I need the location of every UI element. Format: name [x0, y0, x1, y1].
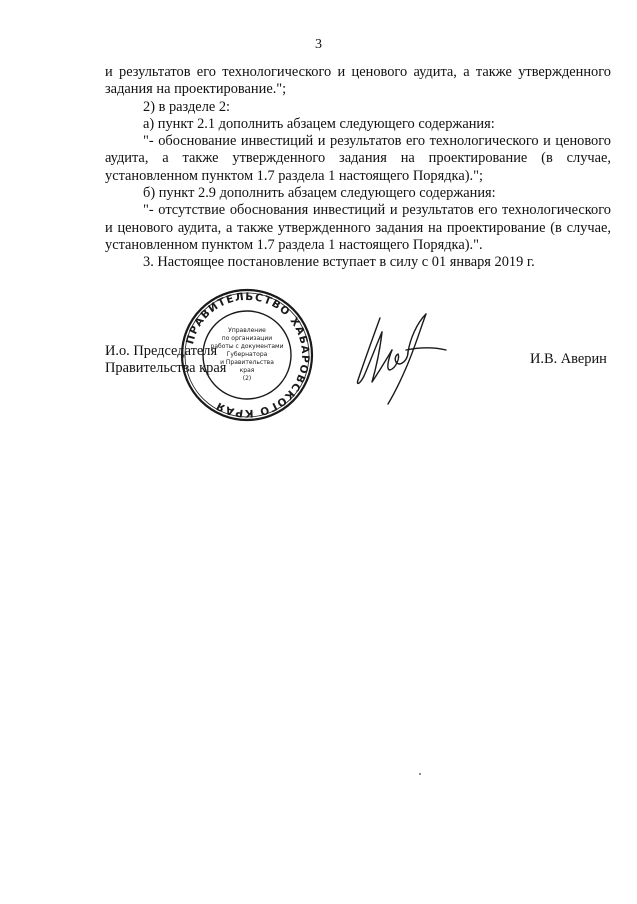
handwritten-signature-icon — [350, 310, 460, 410]
seal-center-line: по организации — [221, 335, 273, 342]
paragraph: "- отсутствие обоснования инвестиций и результатов его технологического и ценового аудита, а также утвержденного задания на проектирование (в случае, установленном пунктом 1.7 раздела 1 настоящего Порядка).". — [105, 202, 611, 253]
paragraph: "- обоснование инвестиций и результатов его технологического и ценового аудита, а также утвержденного задания на проектирование (в случае, установленном пунктом 1.7 раздела 1 настоящего Порядка)."; — [105, 133, 611, 184]
seal-center-line: и Правительства — [220, 359, 274, 366]
signer-name: И.В. Аверин — [530, 351, 607, 367]
seal-center-line: Управление — [228, 327, 266, 334]
scan-artifact-dot — [419, 773, 421, 775]
page-number: 3 — [315, 37, 322, 52]
paragraph: а) пункт 2.1 дополнить абзацем следующего содержания: — [143, 115, 495, 132]
paragraph: б) пункт 2.9 дополнить абзацем следующего содержания: — [143, 185, 496, 202]
paragraph: 3. Настоящее постановление вступает в силу с 01 января 2019 г. — [143, 254, 535, 271]
seal-center-line: края — [239, 367, 255, 374]
document-body — [105, 64, 611, 272]
signer-position-line2: Правительства края — [105, 360, 227, 377]
official-seal-icon — [180, 288, 314, 422]
paragraph: 2) в разделе 2: — [143, 98, 231, 115]
paragraph: и результатов его технологического и ценового аудита, а также утвержденного задания на проектирование."; — [105, 64, 611, 98]
seal-center-line: Губернатора — [226, 351, 268, 358]
signer-position-line1: И.о. Председателя — [105, 343, 218, 359]
seal-center-line: работы с документами — [210, 343, 284, 350]
seal-center-line: (2) — [242, 375, 252, 382]
seal-ring-text: ПРАВИТЕЛЬСТВО ХАБАРОВСКОГО КРАЯ — [184, 290, 312, 420]
